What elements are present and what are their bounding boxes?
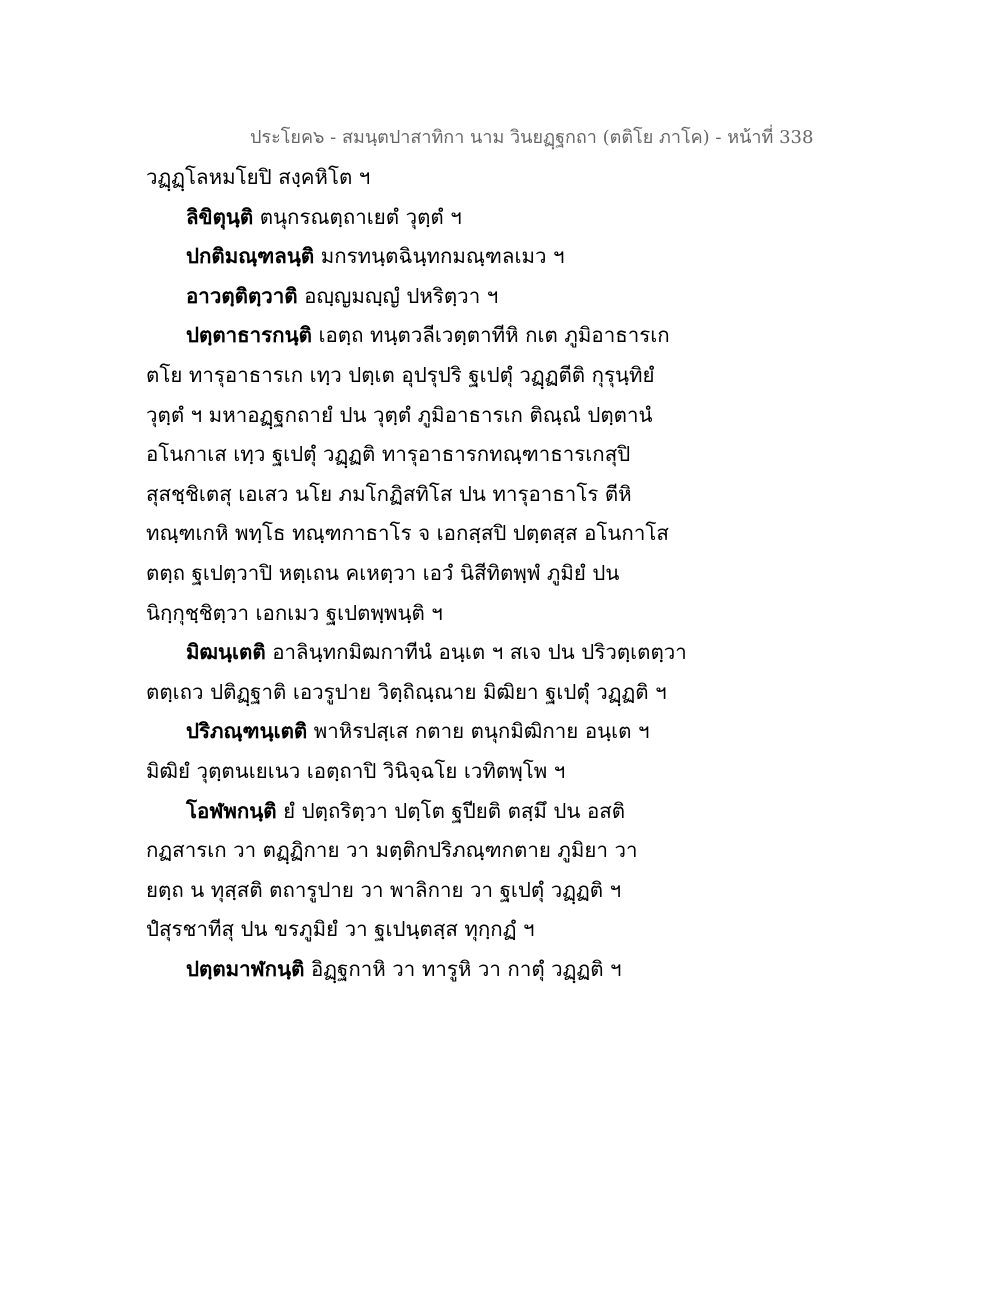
term-heading: ลิขิตุนฺติ: [186, 204, 254, 229]
text-line: [146, 277, 686, 317]
text-line: [146, 673, 686, 713]
line-text: วุตฺตํ ฯ มหาอฏฺฐกถายํ ปน วุตฺตํ ภูมิอาธารเก ติณฺณํ ปตฺตานํ: [146, 402, 653, 427]
text-line: [146, 831, 686, 871]
line-text: เอตฺถ ทนฺตวลีเวตฺตาทีหิ กเต ภูมิอาธารเก: [311, 323, 670, 348]
line-text: ยตฺถ น ทุสฺสติ ตถารูปาย วา พาลิกาย วา ฐเปตุํ วฏฺฏติ ฯ: [146, 877, 622, 902]
text-line: [146, 792, 686, 832]
line-text: นิกฺกุชฺชิตฺวา เอกเมว ฐเปตพฺพนฺติ ฯ: [146, 600, 443, 625]
line-text: มกรทนฺตฉินฺทกมณฺฑลเมว ฯ: [314, 244, 565, 269]
term-heading: ปกติมณฺฑลนฺติ: [186, 244, 315, 269]
term-heading: โอฬพกนฺติ: [186, 798, 277, 823]
text-line: [146, 633, 686, 673]
text-line: [146, 514, 686, 554]
text-line: [146, 435, 686, 475]
text-line: [146, 712, 686, 752]
line-text: อาลินฺทกมิฒกาทีนํ อนฺเต ฯ สเจ ปน ปริวตฺเตตฺวา: [265, 640, 687, 665]
text-line: [146, 237, 686, 277]
text-line: [146, 396, 686, 436]
text-line: [146, 871, 686, 911]
line-text: กฏสารเก วา ตฏฺฏิกาย วา มตฺติกปริภณฺฑกตาย ภูมิยา วา: [146, 838, 638, 863]
line-text: ตตฺถ ฐเปตฺวาปิ หตฺเถน คเหตฺวา เอวํ นิสีทิตพฺพํ ภูมิยํ ปน: [146, 560, 620, 585]
line-text: ตนุกรณตฺถาเยตํ วุตฺตํ ฯ: [253, 204, 462, 229]
text-line: [146, 752, 686, 792]
term-heading: ปตฺตาธารกนฺติ: [186, 323, 312, 348]
text-line: [146, 554, 686, 594]
text-line: [146, 316, 686, 356]
text-line: [146, 158, 686, 198]
text-line: [146, 950, 686, 990]
line-text: อิฏฺฐกาหิ วา ทารูหิ วา กาตุํ วฏฺฏติ ฯ: [304, 956, 622, 981]
term-heading: มิฒนฺเตติ: [186, 640, 266, 665]
line-text: ตตฺเถว ปติฏฺฐาติ เอวรูปาย วิตฺถิณฺณาย มิฒิยา ฐเปตุํ วฏฺฏติ ฯ: [146, 679, 667, 704]
text-line: [146, 356, 686, 396]
line-text: อญฺญมญฺญํ ปหริตฺวา ฯ: [297, 283, 499, 308]
line-text: สุสชฺชิเตสุ เอเสว นโย ภมโกฏิสทิโส ปน ทารุอาธาโร ตีหิ: [146, 481, 632, 506]
line-text: อโนกาเส เทฺว ฐเปตุํ วฏฺฏติ ทารุอาธารกทณฺฑาธารเกสุปิ: [146, 442, 631, 467]
line-text: ทณฺฑเกหิ พทฺโธ ทณฺฑกาธาโร จ เอกสฺสปิ ปตฺตสฺส อโนกาโส: [146, 521, 669, 546]
line-text: มิฒิยํ วุตฺตนเยเนว เอตฺถาปิ วินิจฺฉโย เวทิตพฺโพ ฯ: [146, 758, 566, 783]
text-line: [146, 475, 686, 515]
line-text: พาหิรปสฺเส กตาย ตนุกมิฒิกาย อนฺเต ฯ: [307, 719, 650, 744]
line-text: วฏฺฏฺโลหมโยปิ สงฺคหิโต ฯ: [146, 165, 371, 189]
body-text: [146, 158, 686, 989]
line-text: ปํสุรชาทีสุ ปน ขรภูมิยํ วา ฐเปนฺตสฺส ทุกฺกฏํ ฯ: [146, 917, 535, 942]
text-line: [146, 594, 686, 634]
term-heading: ปตฺตมาฬกนฺติ: [186, 956, 305, 981]
term-heading: อาวตฺติตฺวาติ: [186, 283, 298, 308]
text-line: [146, 910, 686, 950]
line-text: ยํ ปตฺถริตฺวา ปตฺโต ฐปียติ ตสฺมึ ปน อสติ: [276, 798, 626, 823]
text-line: [146, 198, 686, 238]
line-text: ตโย ทารุอาธารเก เทฺว ปตฺเต อุปรุปริ ฐเปตุํ วฏฺฏตีติ กุรุนฺทิยํ: [146, 362, 655, 387]
page-header: ประโยค๖ - สมนฺตปาสาทิกา นาม วินยฏฺฐกถา (ตติโย ภาโค) - หน้าที่ 338: [250, 127, 814, 148]
term-heading: ปริภณฺฑนฺเตติ: [186, 719, 308, 744]
